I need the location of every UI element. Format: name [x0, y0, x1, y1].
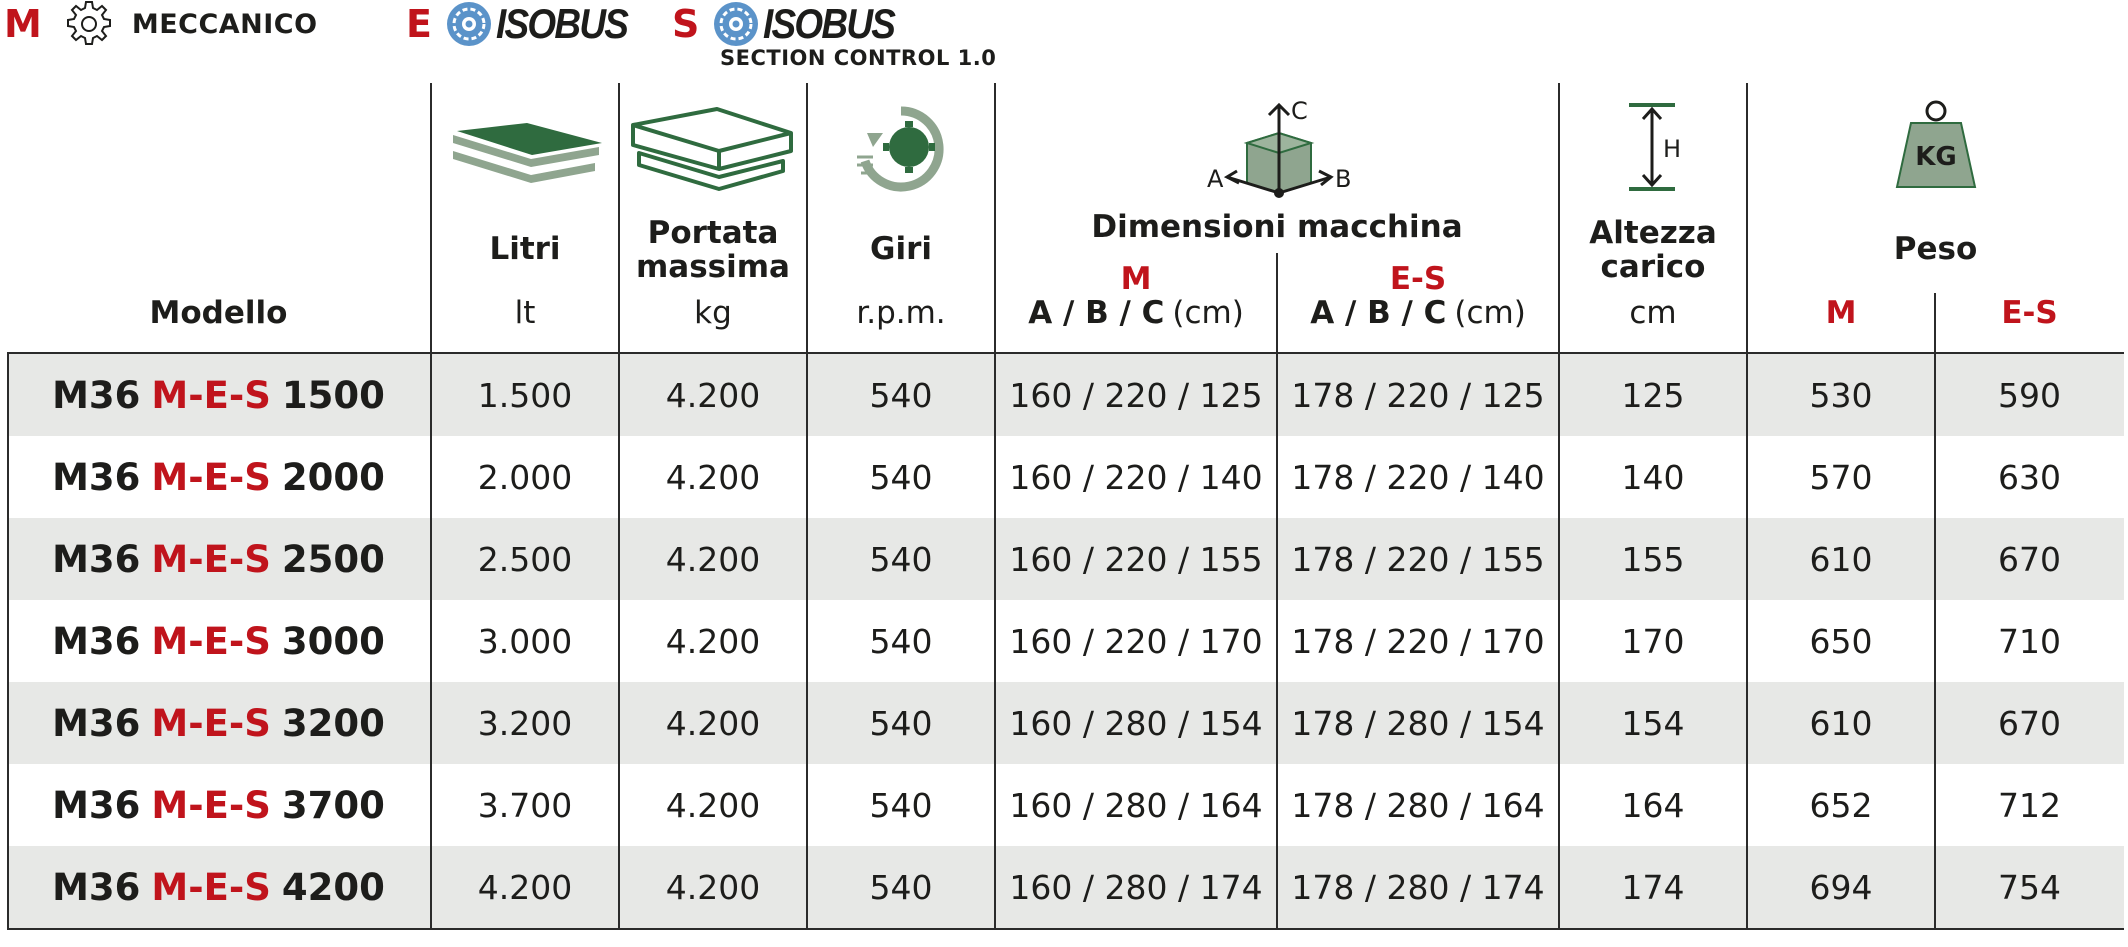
legend-isobus-e — [406, 0, 645, 48]
cell-peso-es: 630 — [1998, 457, 2061, 497]
legend-label-isobus-s: ISOBUS — [763, 0, 895, 47]
header-dim-es-abc — [1277, 293, 1559, 333]
model-prefix: M36 — [52, 537, 141, 581]
header-peso-m: M — [1825, 295, 1857, 331]
legend-label-isobus-e: ISOBUS — [495, 0, 628, 47]
header-giri-unit: r.p.m. — [856, 295, 946, 331]
header-portata-unit: kg — [694, 295, 732, 331]
axis-label-b: B — [1335, 165, 1352, 193]
cell-giri: 540 — [869, 703, 933, 743]
dimensions-cube-icon — [1207, 97, 1387, 207]
cell-altezza: 154 — [1621, 703, 1685, 743]
cell-altezza: 170 — [1621, 621, 1685, 661]
model-variant: M-E-S — [151, 373, 271, 417]
cell-peso-m: 570 — [1809, 457, 1873, 497]
cell-peso-m: 694 — [1809, 867, 1873, 907]
cell-peso-es: 590 — [1998, 375, 2061, 415]
header-divider — [7, 352, 2124, 354]
table-bottom-border — [7, 928, 2124, 930]
cell-peso-m: 652 — [1809, 785, 1873, 825]
load-capacity-icon — [627, 103, 797, 193]
cell-peso-m: 650 — [1809, 621, 1873, 661]
model-size: 2000 — [281, 455, 385, 499]
spec-table — [7, 83, 2124, 930]
table-row — [7, 846, 2124, 928]
col-divider — [1746, 83, 1748, 930]
cell-altezza: 140 — [1621, 457, 1685, 497]
cell-peso-es: 712 — [1998, 785, 2061, 825]
cell-portata: 4.200 — [665, 785, 761, 825]
model-variant: M-E-S — [151, 619, 271, 663]
model-size: 3000 — [281, 619, 385, 663]
cell-litri: 3.200 — [477, 703, 573, 743]
cell-portata: 4.200 — [665, 867, 761, 907]
model-cell — [7, 600, 430, 682]
header-peso: Peso — [1893, 231, 1978, 267]
header-giri: Giri — [870, 231, 932, 267]
col-divider — [1276, 253, 1278, 930]
header-dimensioni: Dimensioni macchina — [1091, 209, 1463, 245]
cell-dim-es: 178 / 220 / 170 — [1291, 621, 1545, 661]
cell-litri: 3.700 — [477, 785, 573, 825]
col-divider — [430, 83, 432, 930]
model-cell — [7, 764, 430, 846]
legend-letter-s: S — [672, 2, 700, 46]
model-prefix: M36 — [52, 373, 141, 417]
model-variant: M-E-S — [151, 701, 271, 745]
model-variant: M-E-S — [151, 865, 271, 909]
cell-dim-m: 160 / 280 / 154 — [1009, 703, 1263, 743]
cell-giri: 540 — [869, 375, 933, 415]
cell-peso-m: 610 — [1809, 539, 1873, 579]
cell-dim-m: 160 / 220 / 170 — [1009, 621, 1263, 661]
cell-peso-m: 610 — [1809, 703, 1873, 743]
header-dim-m-unit: (cm) — [1172, 295, 1244, 331]
model-variant: M-E-S — [151, 537, 271, 581]
cell-litri: 2.500 — [477, 539, 573, 579]
cell-litri: 4.200 — [477, 867, 573, 907]
cell-giri: 540 — [869, 457, 933, 497]
legend-letter-e: E — [406, 2, 432, 46]
cell-giri: 540 — [869, 785, 933, 825]
model-variant: M-E-S — [151, 783, 271, 827]
weight-icon-label: KG — [1915, 142, 1957, 172]
cell-peso-m: 530 — [1809, 375, 1873, 415]
col-divider — [806, 83, 808, 930]
header-altezza — [1559, 213, 1747, 287]
header-litri: Litri — [489, 231, 561, 267]
model-size: 4200 — [281, 865, 385, 909]
table-left-border — [7, 352, 9, 930]
cell-dim-m: 160 / 220 / 140 — [1009, 457, 1263, 497]
pto-rpm-icon — [853, 103, 949, 193]
col-divider — [618, 83, 620, 930]
model-size: 3700 — [281, 783, 385, 827]
cell-giri: 540 — [869, 621, 933, 661]
model-prefix: M36 — [52, 619, 141, 663]
cell-giri: 540 — [869, 867, 933, 907]
table-row — [7, 764, 2124, 846]
cell-peso-es: 670 — [1998, 539, 2061, 579]
legend-isobus-s — [672, 0, 912, 48]
cell-dim-m: 160 / 220 / 125 — [1009, 375, 1263, 415]
col-divider — [1558, 83, 1560, 930]
cell-litri: 1.500 — [477, 375, 573, 415]
cell-altezza: 155 — [1621, 539, 1685, 579]
cell-peso-es: 754 — [1998, 867, 2061, 907]
cell-dim-es: 178 / 220 / 155 — [1291, 539, 1545, 579]
model-cell — [7, 436, 430, 518]
header-altezza-line2: carico — [1600, 249, 1706, 285]
cell-dim-m: 160 / 280 / 174 — [1009, 867, 1263, 907]
cell-portata: 4.200 — [665, 703, 761, 743]
legend-letter-m: M — [4, 2, 42, 46]
table-row — [7, 682, 2124, 764]
header-litri-unit: lt — [514, 295, 536, 331]
model-prefix: M36 — [52, 783, 141, 827]
cell-dim-es: 178 / 280 / 164 — [1291, 785, 1545, 825]
gear-icon — [64, 0, 114, 49]
cell-portata: 4.200 — [665, 375, 761, 415]
model-size: 3200 — [281, 701, 385, 745]
cell-dim-es: 178 / 280 / 154 — [1291, 703, 1545, 743]
model-variant: M-E-S — [151, 455, 271, 499]
table-row — [7, 518, 2124, 600]
cell-litri: 2.000 — [477, 457, 573, 497]
cell-giri: 540 — [869, 539, 933, 579]
table-row — [7, 436, 2124, 518]
model-cell — [7, 682, 430, 764]
isobus-logo-icon — [446, 1, 492, 47]
cell-altezza: 125 — [1621, 375, 1685, 415]
model-size: 2500 — [281, 537, 385, 581]
legend-label-meccanico: MECCANICO — [131, 8, 318, 40]
model-prefix: M36 — [52, 701, 141, 745]
header-altezza-unit: cm — [1629, 295, 1677, 331]
header-altezza-line1: Altezza — [1589, 215, 1717, 251]
header-dim-es-label: E-S — [1389, 261, 1447, 297]
model-cell — [7, 846, 430, 928]
header-dim-m-abc-text: A / B / C — [1028, 295, 1165, 331]
legend-meccanico — [4, 0, 318, 48]
header-dim-m-abc — [995, 293, 1277, 333]
height-icon — [1619, 101, 1689, 193]
cell-portata: 4.200 — [665, 621, 761, 661]
model-size: 1500 — [281, 373, 385, 417]
cell-altezza: 174 — [1621, 867, 1685, 907]
header-portata-line2: massima — [636, 249, 790, 285]
axis-label-a: A — [1207, 165, 1224, 193]
cell-dim-es: 178 / 220 / 140 — [1291, 457, 1545, 497]
model-cell — [7, 518, 430, 600]
header-dim-es-unit: (cm) — [1454, 295, 1526, 331]
isobus-logo-icon — [713, 1, 759, 47]
hopper-layers-icon — [447, 103, 607, 185]
header-peso-es: E-S — [2001, 295, 2058, 331]
cell-altezza: 164 — [1621, 785, 1685, 825]
table-row — [7, 354, 2124, 436]
header-portata-line1: Portata — [647, 215, 779, 251]
model-cell — [7, 354, 430, 436]
cell-dim-es: 178 / 220 / 125 — [1291, 375, 1545, 415]
axis-label-c: C — [1291, 97, 1308, 125]
cell-litri: 3.000 — [477, 621, 573, 661]
cell-portata: 4.200 — [665, 539, 761, 579]
legend-section-control: SECTION CONTROL 1.0 — [720, 46, 997, 70]
model-prefix: M36 — [52, 865, 141, 909]
model-prefix: M36 — [52, 455, 141, 499]
header-dim-m-label: M — [1120, 261, 1152, 297]
col-divider — [994, 83, 996, 930]
header-modello: Modello — [149, 295, 288, 331]
cell-dim-m: 160 / 220 / 155 — [1009, 539, 1263, 579]
cell-peso-es: 710 — [1998, 621, 2061, 661]
cell-dim-m: 160 / 280 / 164 — [1009, 785, 1263, 825]
col-divider — [1934, 293, 1936, 930]
cell-portata: 4.200 — [665, 457, 761, 497]
legend — [0, 0, 2128, 80]
header-dim-es-abc-text: A / B / C — [1310, 295, 1447, 331]
header-portata — [619, 213, 807, 287]
cell-peso-es: 670 — [1998, 703, 2061, 743]
cell-dim-es: 178 / 280 / 174 — [1291, 867, 1545, 907]
weight-kg-icon — [1891, 99, 1981, 191]
table-row — [7, 600, 2124, 682]
height-icon-label: H — [1663, 135, 1682, 163]
